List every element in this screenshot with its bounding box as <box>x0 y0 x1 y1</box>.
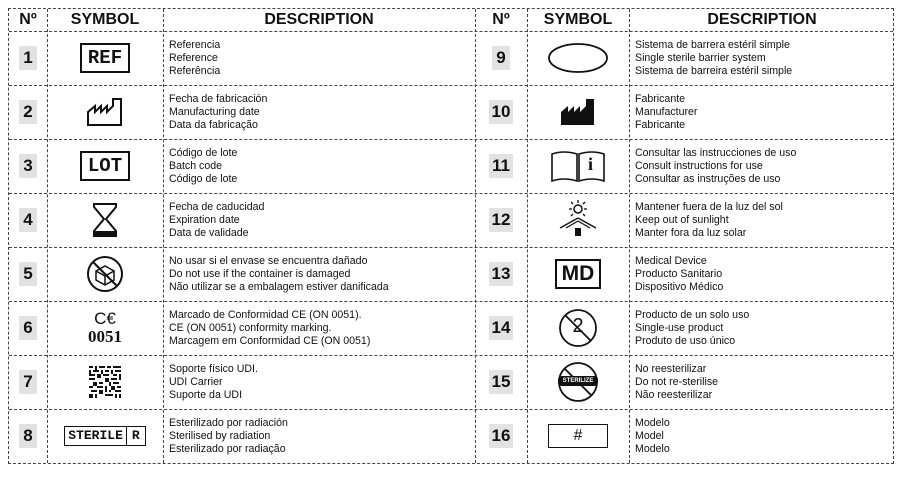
row-number: 12 <box>475 193 527 247</box>
single-use-2-text: 2 <box>572 315 584 337</box>
description-cell: Referencia Reference Referência <box>169 38 221 77</box>
row-number: 16 <box>475 409 527 463</box>
description-cell: Sistema de barrera estéril simple Single sterile barrier system Sistema de barreira estéril simple <box>635 38 793 77</box>
description-cell: Medical Device Producto Sanitario Dispositivo Médico <box>635 254 724 293</box>
description-cell: Consultar las instrucciones de uso Consult instructions for use Consultar as instruções de uso <box>635 146 797 185</box>
manufacturer-icon <box>527 85 629 139</box>
row-number: 4 <box>9 193 47 247</box>
description-cell: Marcado de Conformidad CE (ON 0051). CE (ON 0051) conformity marking. Marcagem em Conformidad CE (ON 0051) <box>169 308 371 347</box>
keep-out-of-sunlight-icon <box>527 193 629 247</box>
description-cell: Producto de un solo uso Single-use product Produto de uso único <box>635 308 750 347</box>
row-number: 14 <box>475 301 527 355</box>
row-number: 2 <box>9 85 47 139</box>
description-cell: Código de lote Batch code Código de lote <box>169 146 238 185</box>
hourglass-icon <box>47 193 163 247</box>
description-cell: Fecha de caducidad Expiration date Data de validade <box>169 200 265 239</box>
ref-icon <box>47 31 163 85</box>
sterile-barrier-icon <box>527 31 629 85</box>
row-number: 10 <box>475 85 527 139</box>
info-i-text: i <box>588 154 594 174</box>
model-hash-text: # <box>548 424 608 448</box>
header-description-right: DESCRIPTION <box>707 11 817 28</box>
damaged-package-icon <box>47 247 163 301</box>
row-number: 1 <box>9 31 47 85</box>
radiation-r-text: R <box>131 428 140 443</box>
symbols-table <box>8 8 894 464</box>
sterile-text: STERILE <box>65 427 127 445</box>
description-cell: Fabricante Manufacturer Fabricante <box>635 92 698 131</box>
description-cell: Mantener fuera de la luz del sol Keep out of sunlight Manter fora da luz solar <box>635 200 783 239</box>
sterilize-text: STERILIZE <box>558 376 598 386</box>
ce-mark-icon <box>47 301 163 355</box>
description-cell: Esterilizado por radiación Sterilised by radiation Esterilizado por radiação <box>169 416 288 455</box>
header-no: Nº <box>19 11 37 28</box>
row-number: 9 <box>475 31 527 85</box>
description-cell: No reesterilizar Do not re-sterilise Não reesterilizar <box>635 362 719 401</box>
md-symbol-text: MD <box>555 259 602 289</box>
header-symbol: SYMBOL <box>70 11 140 28</box>
lot-icon <box>47 139 163 193</box>
row-number: 15 <box>475 355 527 409</box>
manufacturing-date-icon <box>47 85 163 139</box>
notified-body-number: 0051 <box>88 327 122 346</box>
description-cell: No usar si el envase se encuentra dañado Do not use if the container is damaged Não utilizar se a embalagem estiver danificada <box>169 254 389 293</box>
header-symbol-right: SYMBOL <box>543 11 613 28</box>
row-number: 3 <box>9 139 47 193</box>
udi-carrier-icon <box>47 355 163 409</box>
row-number: 7 <box>9 355 47 409</box>
header-description: DESCRIPTION <box>264 11 374 28</box>
row-number: 8 <box>9 409 47 463</box>
consult-instructions-icon <box>527 139 629 193</box>
model-icon <box>527 409 629 463</box>
ref-symbol-text: REF <box>80 43 130 73</box>
description-cell: Fecha de fabricación Manufacturing date Data da fabricação <box>169 92 268 131</box>
description-cell: Soporte físico UDI. UDI Carrier Suporte da UDI <box>169 362 258 401</box>
single-use-icon <box>527 301 629 355</box>
header-no-right: Nº <box>492 11 510 28</box>
do-not-resterilize-icon <box>527 355 629 409</box>
ce-mark-text: C€ <box>94 309 116 328</box>
row-number: 11 <box>475 139 527 193</box>
sterile-r-icon <box>47 409 163 463</box>
medical-device-icon <box>527 247 629 301</box>
description-cell: Modelo Model Modelo <box>635 416 670 455</box>
row-number: 13 <box>475 247 527 301</box>
lot-symbol-text: LOT <box>80 151 130 181</box>
row-number: 5 <box>9 247 47 301</box>
row-number: 6 <box>9 301 47 355</box>
